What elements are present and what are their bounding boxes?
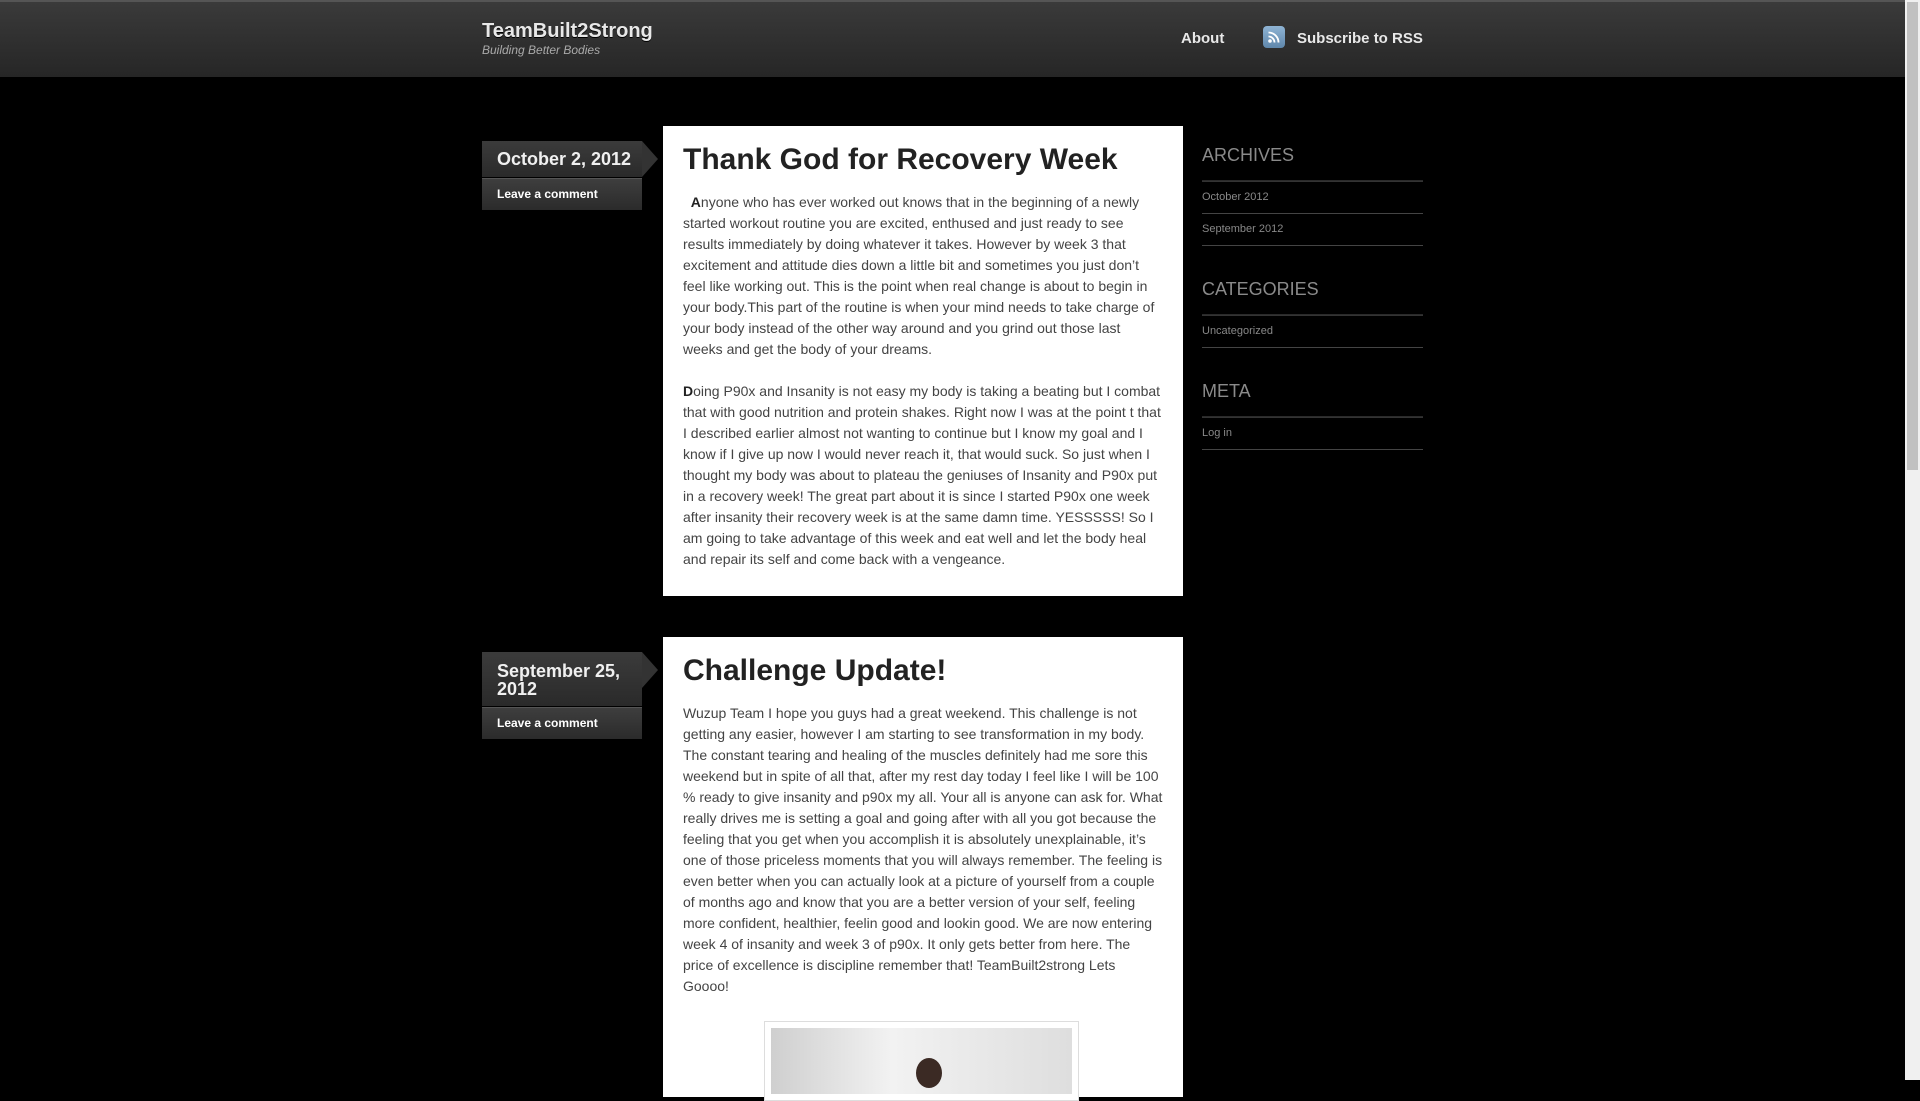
- post-date: September 25, 2012: [482, 652, 642, 706]
- categories-title: CATEGORIES: [1202, 274, 1423, 315]
- post-date: October 2, 2012: [482, 141, 642, 177]
- post-article: [663, 126, 1183, 596]
- login-link[interactable]: Log in: [1202, 418, 1423, 450]
- post-text: oing P90x and Insanity is not easy my body is taking a beating but I combat that with good nutrition and protein shakes. Right now I was at the point t that I described earlier almost not wanting to continue but I know my goal and I know if I give up now I would never reach it, that would suck. So just when I thought my body was about to plateau the geniuses of Insanity and P90x put in a recovery week! The great part about it is since I started P90x one week after insanity their recovery week is at the same damn time. YESSSSS! So I am going to take advantage of this week and eat well and let the body heal and repair its self and come back with a vengeance.: [683, 383, 1161, 567]
- post-paragraph: [683, 192, 1163, 360]
- meta-list: [1202, 417, 1423, 450]
- site-tagline: Building Better Bodies: [482, 43, 601, 57]
- scrollbar[interactable]: [1905, 0, 1920, 1080]
- progress-photo: [771, 1028, 1072, 1094]
- post-image[interactable]: [764, 1021, 1079, 1101]
- drop-cap: A: [690, 194, 701, 210]
- subscribe-rss-link[interactable]: Subscribe to RSS: [1297, 30, 1423, 47]
- sidebar: [1202, 140, 1423, 478]
- category-item[interactable]: Uncategorized: [1202, 316, 1423, 348]
- leave-comment-link[interactable]: Leave a comment: [482, 707, 642, 739]
- rss-icon[interactable]: [1263, 26, 1285, 48]
- post-title[interactable]: Thank God for Recovery Week: [683, 143, 1118, 176]
- nav-about-link[interactable]: About: [1181, 30, 1225, 47]
- archive-item[interactable]: September 2012: [1202, 214, 1423, 246]
- site-header: [0, 0, 1905, 77]
- post-title[interactable]: Challenge Update!: [683, 654, 947, 687]
- leave-comment-link[interactable]: Leave a comment: [482, 178, 642, 210]
- post-paragraph: [683, 381, 1163, 570]
- scrollbar-thumb[interactable]: [1907, 2, 1918, 470]
- archives-list: [1202, 181, 1423, 246]
- archive-item[interactable]: October 2012: [1202, 182, 1423, 214]
- site-title[interactable]: TeamBuilt2Strong: [482, 20, 653, 42]
- post-paragraph: Wuzup Team I hope you guys had a great weekend. This challenge is not getting any easier, however I am starting to see transformation in my body. The constant tearing and healing of the muscles definitely had me sore this weekend but in spite of all that, after my rest day today I feel like I will be 100 % ready to give insanity and p90x my all. Your all is anyone can ask for. What really drives me is setting a goal and going after with all you got because the feeling that you get when you accomplish it is absolutely unexplainable, it’s one of those priceless moments that you will always remember. The feeling is even better when you can actually look at a picture of yourself from a couple of months ago and know that you are a better version of your self, feeling more confident, healthier, feelin good and lookin good. We are now entering week 4 of insanity and week 3 of p90x. It only gets better from here. The price of excellence is discipline remember that! TeamBuilt2strong Lets Goooo!: [683, 705, 1163, 994]
- archives-title: ARCHIVES: [1202, 140, 1423, 181]
- post-text: nyone who has ever worked out knows that in the beginning of a newly started workout routine you are excited, enthused and just ready to see results immediately by doing whatever it takes. However by week 3 that excitement and attitude dies down a little bit and sometimes you just don’t feel like working out. This is the point when real change is about to begin in your body.This part of the routine is when your mind needs to take charge of your body instead of the other way around and you grind out those last weeks and get the body of your dreams.: [683, 194, 1155, 357]
- categories-list: [1202, 315, 1423, 348]
- meta-title: META: [1202, 376, 1423, 417]
- drop-cap: D: [683, 383, 694, 399]
